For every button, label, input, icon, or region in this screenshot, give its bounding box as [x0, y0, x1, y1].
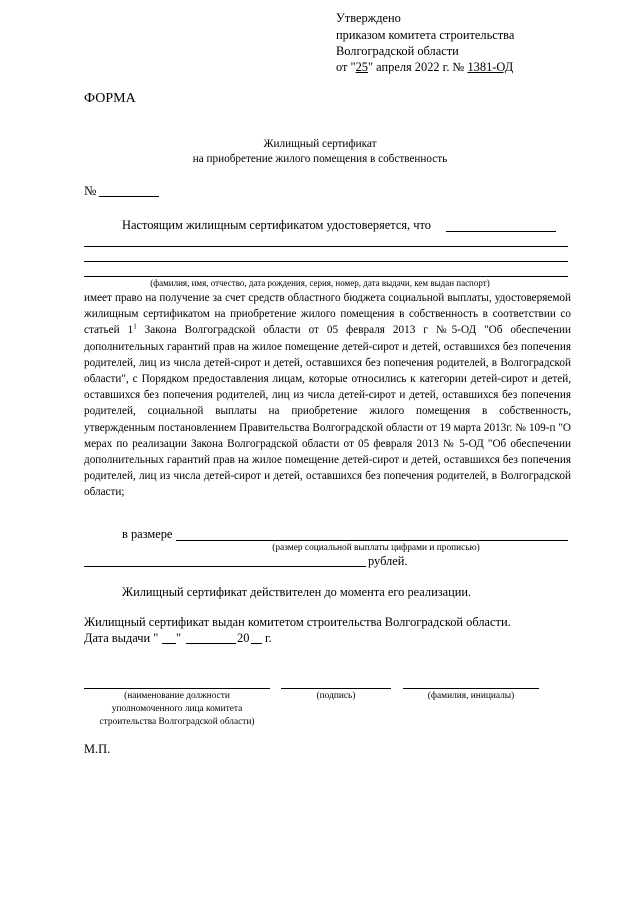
- approval-line-2: приказом комитета строительства: [336, 28, 515, 42]
- position-field-line: [84, 688, 270, 689]
- number-label: №: [84, 183, 97, 198]
- amount-field-line: [176, 540, 568, 541]
- body-part-2: Закона Волгоградской области от 05 февраля 2013 г №5-ОД "Об обеспечении дополнительных гарантий прав на жилое помещение детей-сирот и детей, оставшихся без попечения родителей, лиц из числа детей-сирот и детей, оставшихся без попечения родителей, в Волгоградской области", с Порядком предоставления лицам, которые относились к категории детей-сирот и детей, оставшихся без попечения родителей, лиц из числа детей-сирот и детей, оставшихся без попечения родителей, социальной выплаты на приобретение жилого помещения в собственность, утвержденным постановлением Правительства Волгоградской области от 19 марта 2013г. № 109-п "О мерах по реализации Закона Волгоградской области от 05 февраля 2013 № 5-ОД "Об обеспечении дополнительных гарантий прав на жилое помещение детей-сирот и детей, оставшихся без попечения родителей, лиц из числа детей-сирот и детей, оставшихся без попечения родителей, в Волгоградской области;: [84, 324, 571, 499]
- person-caption: (фамилия, имя, отчество, дата рождения, серия, номер, дата выдачи, кем выдан паспорт): [150, 278, 490, 288]
- intro-text: Настоящим жилищным сертификатом удостоверяется, что: [122, 218, 431, 232]
- person-field-line-1: [84, 246, 568, 247]
- number-field-line: [99, 196, 159, 197]
- form-label: ФОРМА: [84, 91, 136, 106]
- approval-date: [336, 60, 513, 75]
- amount-currency: рублей.: [368, 554, 408, 568]
- body-superscript: 1: [133, 322, 137, 331]
- amount-label: в размере: [122, 527, 173, 541]
- signature-caption: (подпись): [316, 691, 356, 701]
- position-caption-2: уполномоченного лица комитета: [111, 704, 243, 714]
- approval-date-mid: " апреля 2022 г. №: [368, 60, 468, 74]
- issue-day-line: [162, 643, 176, 644]
- validity-text: Жилищный сертификат действителен до момента его реализации.: [122, 585, 472, 599]
- body-paragraph: [84, 290, 571, 501]
- issued-by-text: Жилищный сертификат выдан комитетом строительства Волгоградской области.: [84, 615, 511, 629]
- approval-number: 1381-ОД: [467, 60, 514, 74]
- issue-date-suffix: г.: [265, 631, 272, 645]
- person-field-line-2: [84, 261, 568, 262]
- issue-year-line: [251, 643, 262, 644]
- approval-line-3: Волгоградской области: [336, 44, 459, 58]
- issue-month-line: [186, 643, 236, 644]
- signature-field-line: [281, 688, 391, 689]
- position-caption-3: строительства Волгоградской области): [99, 717, 255, 727]
- stamp-label: М.П.: [84, 742, 111, 756]
- position-caption-1: (наименование должности: [124, 691, 230, 701]
- certificate-title-line-2: на приобретение жилого помещения в собственность: [192, 153, 448, 165]
- body-part-1: имеет право на получение за счет средств областного бюджета социальной выплаты, удостоверяемой жилищным сертификатом на приобретение жилого помещения в собственность в соответствии со статьей 1: [84, 292, 571, 337]
- approval-day: 25: [355, 60, 368, 74]
- amount-caption: (размер социальной выплаты цифрами и прописью): [272, 543, 480, 553]
- issue-year-prefix: 20: [237, 631, 250, 645]
- certificate-title-line-1: Жилищный сертификат: [263, 138, 377, 150]
- issue-date-prefix: Дата выдачи ": [84, 631, 159, 645]
- issue-date-mid: ": [176, 631, 182, 645]
- approval-line-1: Утверждено: [336, 11, 401, 25]
- name-caption: (фамилия, инициалы): [427, 691, 515, 701]
- amount-field-line-2: [84, 566, 366, 567]
- approval-date-prefix: от ": [336, 60, 356, 74]
- intro-field-line: [446, 231, 556, 232]
- name-field-line: [403, 688, 539, 689]
